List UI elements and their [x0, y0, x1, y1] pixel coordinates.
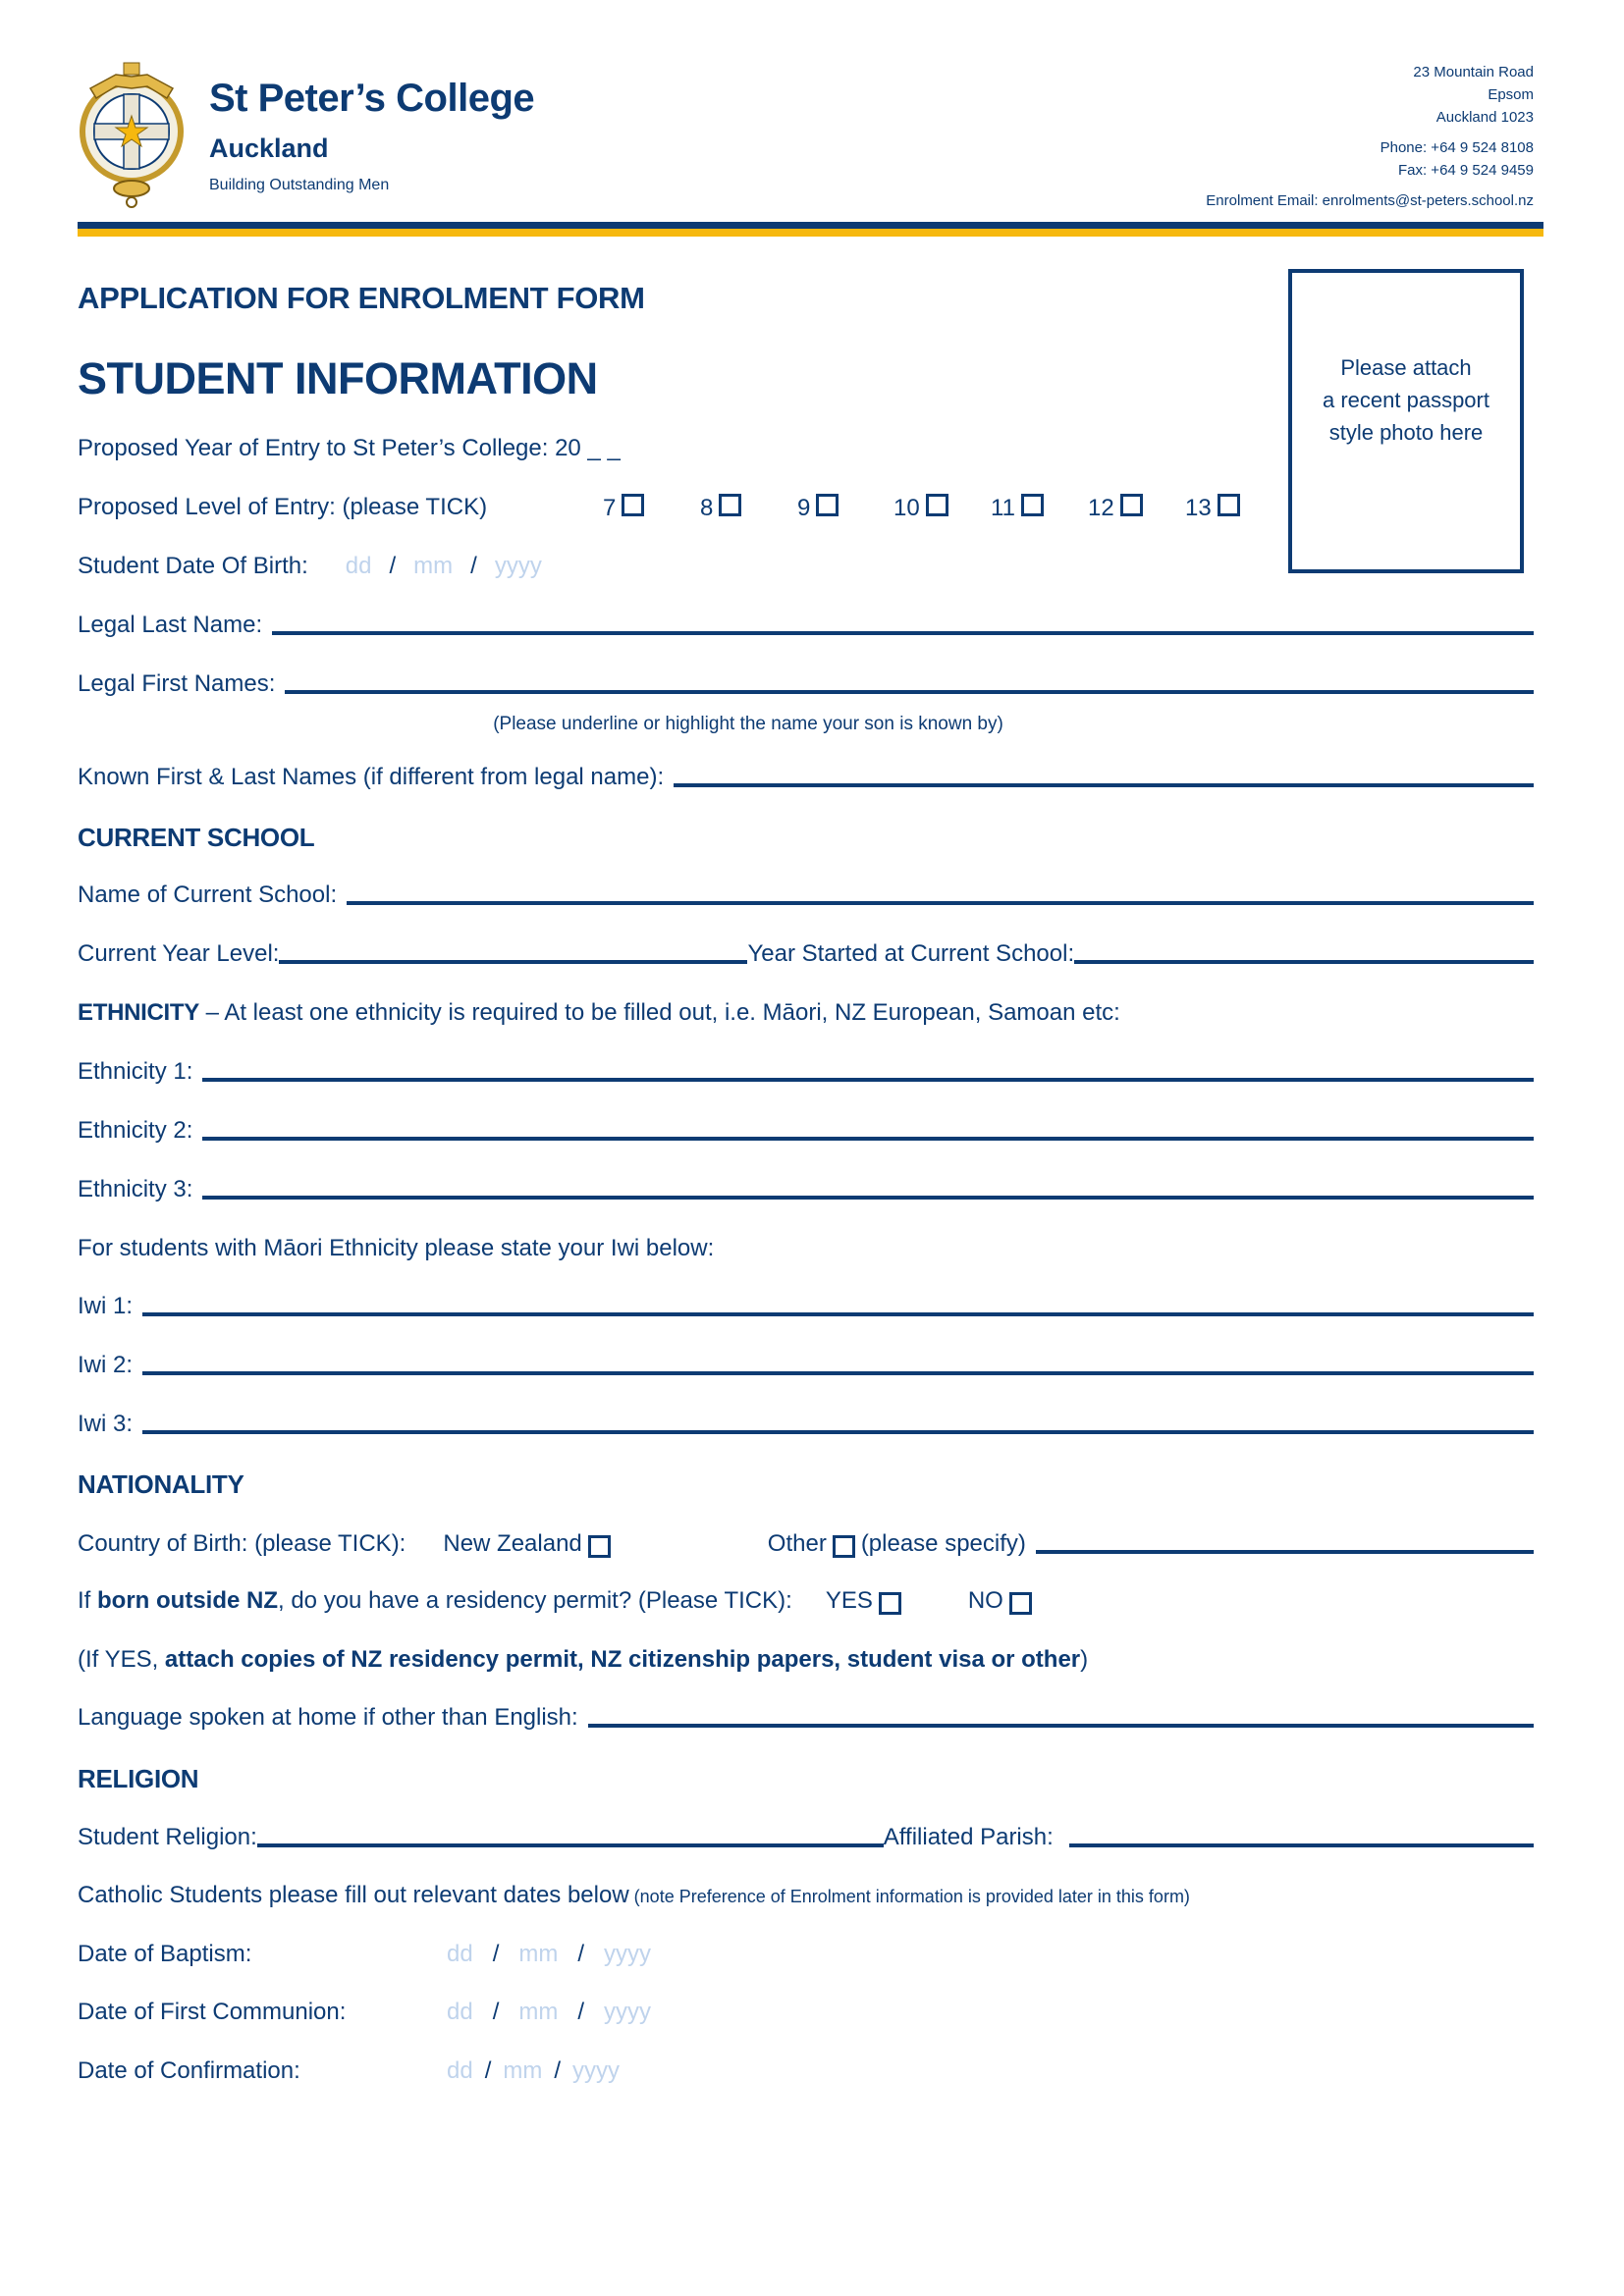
year-of-entry-label[interactable]: Proposed Year of Entry to St Peter’s College: 20 _ _ — [78, 435, 621, 461]
photo-instruction-line-1: Please attach — [1340, 355, 1472, 380]
no-label: NO — [967, 1587, 1003, 1614]
communion-day-field[interactable]: dd — [447, 1999, 473, 2025]
school-city: Auckland — [209, 133, 329, 163]
level-12-checkbox[interactable] — [1120, 494, 1143, 516]
home-language-row — [78, 1704, 1534, 1732]
current-year-row — [78, 940, 1534, 968]
level-of-entry-label: Proposed Level of Entry: (please TICK) — [78, 494, 488, 520]
section-title-student-information: STUDENT INFORMATION — [78, 353, 598, 403]
dob-day-field[interactable]: dd — [345, 553, 372, 579]
residency-row: If born outside NZ , do you have a residency permit? (Please TICK): YES NO — [78, 1587, 1032, 1615]
communion-date-row: Date of First Communion: dd / mm / yyyy — [78, 1999, 652, 2025]
level-7-option[interactable]: 7 — [603, 494, 644, 522]
confirmation-year-field[interactable]: yyyy — [572, 2057, 621, 2084]
catholic-note: Catholic Students please fill out relevant dates below — [78, 1882, 629, 1908]
ethnicity-1-input[interactable] — [202, 1078, 1534, 1082]
level-11-option[interactable]: 11 — [991, 494, 1044, 522]
iwi-3-row — [78, 1411, 1534, 1438]
level-10-option[interactable]: 10 — [893, 494, 948, 522]
level-of-entry-row — [78, 494, 1256, 521]
maori-iwi-note-row — [78, 1235, 714, 1262]
ethnicity-2-input[interactable] — [202, 1137, 1534, 1141]
section-heading-ethnicity: ETHNICITY — [78, 999, 199, 1026]
known-names-input[interactable] — [674, 783, 1534, 787]
student-religion-label: Student Religion: — [78, 1824, 257, 1850]
phone: Phone: +64 9 524 8108 — [1380, 139, 1534, 156]
iwi-1-row — [78, 1293, 1534, 1320]
iwi-2-row — [78, 1352, 1534, 1379]
school-name: St Peter’s College — [209, 77, 535, 120]
school-tagline: Building Outstanding Men — [209, 177, 390, 193]
maori-iwi-note: For students with Māori Ethnicity please state your Iwi below: — [78, 1235, 715, 1261]
baptism-date-label: Date of Baptism: — [78, 1941, 252, 1967]
catholic-note-small: (note Preference of Enrolment information is provided later in this form) — [628, 1887, 1190, 1906]
dob-month-field[interactable]: mm — [413, 553, 454, 579]
dob-row: Student Date Of Birth: dd / mm / yyyy — [78, 553, 542, 579]
baptism-date-row: Date of Baptism: dd / mm / yyyy — [78, 1941, 652, 1967]
header-divider-navy — [78, 222, 1543, 229]
yes-label: YES — [825, 1587, 873, 1614]
contact-block — [1206, 61, 1534, 212]
section-heading-nationality: NATIONALITY — [78, 1469, 244, 1499]
year-of-entry-row — [78, 435, 621, 462]
legal-first-names-row — [78, 670, 1534, 698]
other-country-input[interactable] — [1036, 1550, 1534, 1554]
communion-date-label: Date of First Communion: — [78, 1999, 347, 2025]
iwi-1-input[interactable] — [142, 1312, 1534, 1316]
nz-checkbox[interactable] — [588, 1535, 611, 1558]
religion-row — [78, 1824, 1534, 1851]
level-9-option[interactable]: 9 — [797, 494, 839, 522]
affiliated-parish-label: Affiliated Parish: — [883, 1824, 1054, 1850]
section-heading-religion: RELIGION — [78, 1764, 199, 1793]
ethnicity-3-label: Ethnicity 3: — [78, 1176, 193, 1202]
photo-instruction-line-3: style photo here — [1328, 420, 1484, 445]
iwi-2-input[interactable] — [142, 1371, 1534, 1375]
other-checkbox[interactable] — [833, 1535, 855, 1558]
residency-question: , do you have a residency permit? (Please TICK): — [278, 1587, 792, 1614]
legal-first-names-input[interactable] — [285, 690, 1534, 694]
ethnicity-heading-row — [78, 999, 1120, 1027]
known-names-row — [78, 764, 1534, 791]
legal-last-name-input[interactable] — [272, 631, 1534, 635]
school-crest-logo — [77, 55, 187, 210]
other-specify-label: (please specify) — [860, 1530, 1026, 1557]
iwi-3-label: Iwi 3: — [78, 1411, 134, 1437]
section-heading-current-school: CURRENT SCHOOL — [78, 823, 315, 852]
other-option-label: Other — [767, 1530, 827, 1557]
communion-year-field[interactable]: yyyy — [604, 1999, 652, 2025]
photo-instruction-line-2: a recent passport — [1323, 388, 1489, 412]
ethnicity-1-label: Ethnicity 1: — [78, 1058, 193, 1085]
level-10-checkbox[interactable] — [926, 494, 948, 516]
form-title: APPLICATION FOR ENROLMENT FORM — [78, 281, 645, 315]
residency-yes-checkbox[interactable] — [879, 1592, 901, 1615]
known-names-label: Known First & Last Names (if different from legal name): — [78, 764, 665, 790]
if-yes-attach-note: attach copies of NZ residency permit, NZ citizenship papers, student visa or other — [164, 1646, 1081, 1673]
confirmation-date-row: Date of Confirmation: dd / mm / yyyy — [78, 2057, 621, 2084]
baptism-month-field[interactable]: mm — [518, 1941, 559, 1967]
level-12-option[interactable]: 12 — [1088, 494, 1143, 522]
current-school-name-row — [78, 881, 1534, 909]
ethnicity-2-row — [78, 1117, 1534, 1145]
current-school-name-label: Name of Current School: — [78, 881, 338, 908]
address-line-2: Epsom — [1488, 86, 1534, 103]
address-line-3: Auckland 1023 — [1435, 109, 1534, 126]
header-divider-gold — [78, 229, 1543, 237]
confirmation-month-field[interactable]: mm — [503, 2057, 543, 2084]
baptism-day-field[interactable]: dd — [447, 1941, 473, 1967]
current-year-level-label: Current Year Level: — [78, 940, 280, 967]
level-8-option[interactable]: 8 — [700, 494, 741, 522]
ethnicity-1-row — [78, 1058, 1534, 1086]
level-13-option[interactable]: 13 — [1185, 494, 1240, 522]
nz-option-label: New Zealand — [443, 1530, 582, 1557]
home-language-label: Language spoken at home if other than English: — [78, 1704, 578, 1731]
address-line-1: 23 Mountain Road — [1413, 64, 1534, 80]
iwi-2-label: Iwi 2: — [78, 1352, 134, 1378]
ethnicity-2-label: Ethnicity 2: — [78, 1117, 193, 1144]
enrolment-email[interactable]: Enrolment Email: enrolments@st-peters.school.nz — [1206, 192, 1534, 209]
level-13-checkbox[interactable] — [1218, 494, 1240, 516]
level-9-checkbox[interactable] — [816, 494, 839, 516]
catholic-note-row — [78, 1882, 1190, 1909]
confirmation-date-label: Date of Confirmation: — [78, 2057, 300, 2084]
ethnicity-3-input[interactable] — [202, 1196, 1534, 1200]
year-started-label: Year Started at Current School: — [747, 940, 1075, 967]
level-8-checkbox[interactable] — [719, 494, 741, 516]
confirmation-day-field[interactable]: dd — [447, 2057, 473, 2084]
student-religion-input[interactable] — [257, 1843, 884, 1847]
dob-year-field[interactable]: yyyy — [494, 553, 542, 579]
residency-no-checkbox[interactable] — [1009, 1592, 1032, 1615]
level-11-checkbox[interactable] — [1021, 494, 1044, 516]
home-language-input[interactable] — [588, 1724, 1534, 1728]
ethnicity-3-row — [78, 1176, 1534, 1203]
first-names-hint: (Please underline or highlight the name your son is known by) — [493, 714, 1003, 734]
year-started-input[interactable] — [1074, 960, 1534, 964]
if-yes-note-row: (If YES, attach copies of NZ residency permit, NZ citizenship papers, student visa or other ) — [78, 1646, 1089, 1673]
legal-last-name-row — [78, 612, 1534, 639]
fax: Fax: +64 9 524 9459 — [1397, 162, 1534, 179]
photo-attachment-box — [1288, 269, 1524, 573]
communion-month-field[interactable]: mm — [518, 1999, 559, 2025]
dob-label: Student Date Of Birth: — [78, 553, 308, 579]
current-school-name-input[interactable] — [347, 901, 1534, 905]
country-of-birth-row — [78, 1530, 1534, 1558]
affiliated-parish-input[interactable] — [1069, 1843, 1534, 1847]
current-year-level-input[interactable] — [279, 960, 747, 964]
residency-bold-text: born outside NZ — [97, 1587, 278, 1614]
iwi-3-input[interactable] — [142, 1430, 1534, 1434]
country-of-birth-label: Country of Birth: (please TICK): — [78, 1530, 406, 1557]
iwi-1-label: Iwi 1: — [78, 1293, 134, 1319]
legal-last-name-label: Legal Last Name: — [78, 612, 263, 638]
level-7-checkbox[interactable] — [622, 494, 644, 516]
baptism-year-field[interactable]: yyyy — [604, 1941, 652, 1967]
legal-first-names-label: Legal First Names: — [78, 670, 276, 697]
ethnicity-note: – At least one ethnicity is required to be filled out, i.e. Māori, NZ European, Samoan etc: — [198, 999, 1120, 1026]
